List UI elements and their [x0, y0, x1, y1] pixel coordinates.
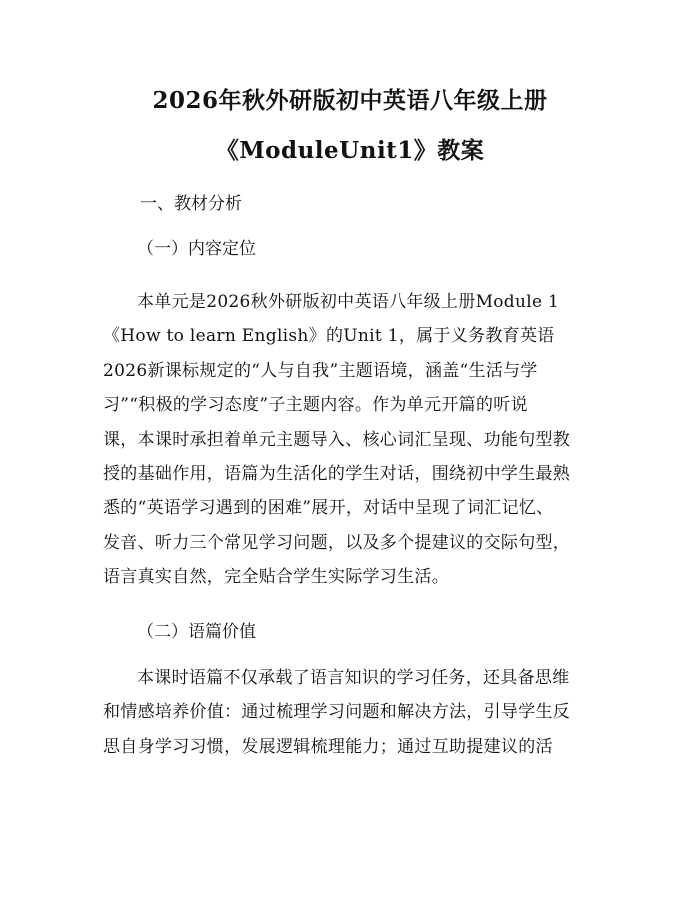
paragraph-line: 课，本课时承担着单元主题导入、核心词汇呈现、功能句型教 — [103, 429, 571, 450]
subsection-heading-discourse-value: （二）语篇价值 — [137, 622, 256, 642]
document-title-line-2: 《ModuleUnit1》教案 — [215, 137, 485, 164]
paragraph-line: 本单元是2026秋外研版初中英语八年级上册Module 1 — [137, 292, 560, 312]
paragraph-line: 授的基础作用，语篇为生活化的学生对话，围绕初中学生最熟 — [103, 464, 571, 485]
paragraph-line: 悉的“英语学习遇到的困难”展开，对话中呈现了词汇记忆、 — [103, 498, 554, 519]
paragraph-line: 本课时语篇不仅承载了语言知识的学习任务，还具备思维 — [137, 668, 570, 688]
section-heading-textbook-analysis: 一、教材分析 — [140, 194, 242, 214]
paragraph-line: 语言真实自然，完全贴合学生实际学习生活。 — [103, 567, 449, 588]
subsection-heading-content-positioning: （一）内容定位 — [137, 239, 256, 259]
paragraph-line: 《How to learn English》的Unit 1，属于义务教育英语 — [103, 326, 555, 347]
paragraph-line: 习”“积极的学习态度”子主题内容。作为单元开篇的听说 — [103, 395, 528, 416]
paragraph-discourse-value — [103, 661, 623, 764]
paragraph-line: 和情感培养价值：通过梳理学习问题和解决方法，引导学生反 — [103, 702, 571, 723]
paragraph-line: 2026新课标规定的“人与自我”主题语境，涵盖“生活与学 — [103, 360, 538, 381]
document-title-line-1: 2026年秋外研版初中英语八年级上册 — [152, 87, 548, 114]
paragraph-line: 发音、听力三个常见学习问题，以及多个提建议的交际句型， — [103, 532, 571, 553]
paragraph-content-positioning — [103, 285, 623, 595]
paragraph-line: 思自身学习习惯，发展逻辑梳理能力；通过互助提建议的活 — [103, 736, 553, 757]
